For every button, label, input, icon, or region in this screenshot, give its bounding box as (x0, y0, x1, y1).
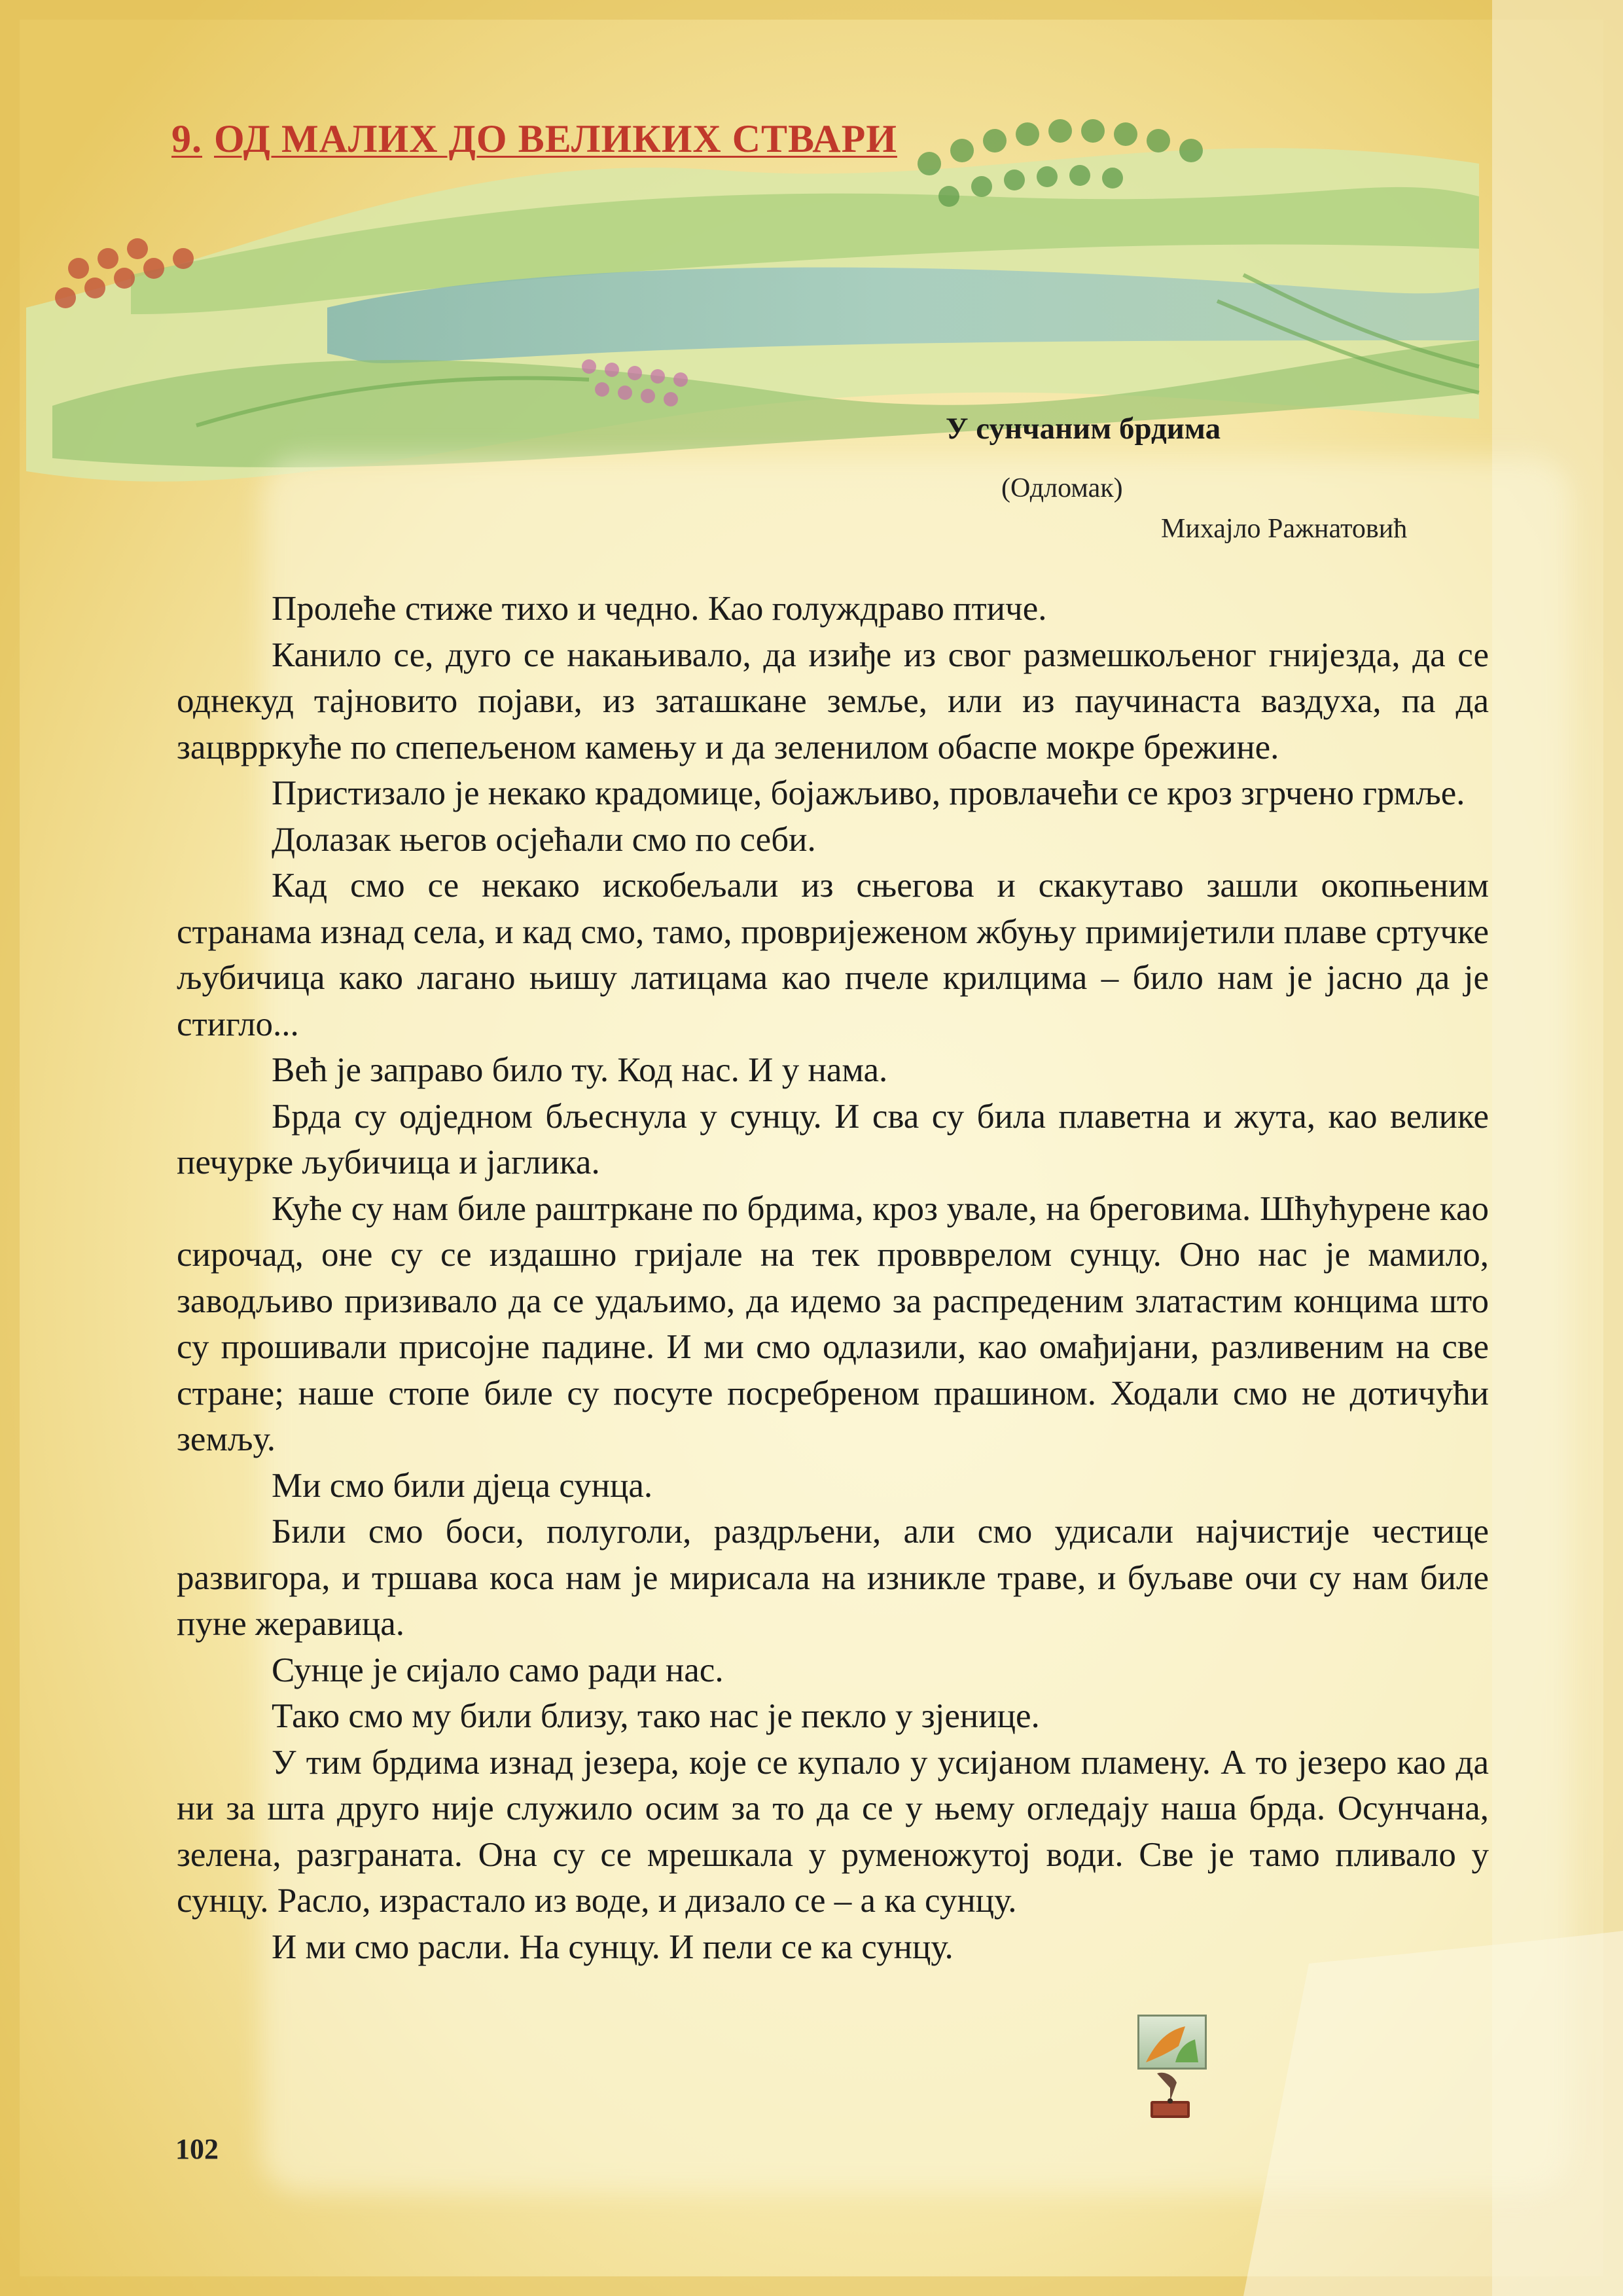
gramophone-icon[interactable] (1144, 2068, 1196, 2121)
chapter-heading (171, 117, 897, 162)
paragraph: Сунце је сијало само ради нас. (272, 1651, 724, 1689)
paragraph: Брда су одједном бљеснула у сунцу. И сва су била плаветна и жута, као велике печурке љубичица и јаглика. (177, 1097, 1489, 1181)
paragraph: И ми смо расли. На сунцу. И пели се ка сунцу. (272, 1928, 954, 1966)
paragraph: Тако смо му били близу, тако нас је пекло у зјенице. (272, 1697, 1040, 1735)
paragraph: У тим брдима изнад језера, које се купало у усијаном пламену. А то језеро као да ни за шта друго није служило осим за то да се у њему огледају наша брда. Осунчана, зелена, разграната. Она су се мрешкала у руменожутој води. Све је тамо пливало у сунцу. Расло, израстало из воде, и дизало се – а ка сунцу. (177, 1743, 1489, 1920)
paragraph: Ми смо били дјеца сунца. (272, 1466, 653, 1505)
paragraph: Куће су нам биле раштркане по брдима, кроз увале, на бреговима. Шћућурене као сирочад, оне су се издашно гријале на тек провврелом сунцу. Оно нас је мамило, заводљиво призивало да се удаљимо, да идемо за распреденим златастим концима што су прошивали присојне падине. И ми смо одлазили, као омађијани, разливеним на све стране; наше стопе биле су посуте посребреном прашином. Ходали смо не дотичући земљу. (177, 1189, 1489, 1458)
paragraph: Били смо боси, полуголи, раздрљени, али смо удисали најчистије честице развигора, и тршава коса нам је мирисала на изникле траве, и буљаве очи су нам биле пуне жеравица. (177, 1513, 1489, 1643)
paragraph: Пристизало је некако крадомице, бојажљиво, провлачећи се кроз згрчено грмље. (272, 774, 1465, 812)
story-title: У сунчаним брдима (946, 412, 1221, 446)
story-subtitle: (Одломак) (1001, 473, 1123, 503)
paragraph: Долазак његов осјећали смо по себи. (272, 820, 816, 859)
picture-icon[interactable] (1137, 2015, 1207, 2070)
story-body (177, 586, 1489, 1970)
paragraph: Канило се, дуго се накањивало, да изиђе из свог размешкољеног гнијезда, да се однекуд тајновито појави, из заташкане земље, или из паучинаста ваздуха, па да зацврркуће по спепељеном камењу и да зеленилом обаспе мокре брежине. (177, 636, 1489, 766)
paragraph: Пролеће стиже тихо и чедно. Као голуждраво птиче. (272, 590, 1047, 628)
paragraph: Кад смо се некако искобељали из сњегова и скакутаво зашли окопњеним странама изнад села, и кад смо, тамо, провријеженом жбуњу примијетили плаве сртучке љубичица како лагано њишу латицама као пчеле крилцима – било нам је јасно да је стигло... (177, 867, 1489, 1043)
chapter-title: ОД МАЛИХ ДО ВЕЛИКИХ СТВАРИ (214, 117, 897, 160)
chapter-number: 9. (171, 117, 202, 160)
page-number: 102 (175, 2133, 219, 2165)
paragraph: Већ је заправо било ту. Код нас. И у нама. (272, 1051, 888, 1089)
story-author: Михајло Ражнатовић (1161, 514, 1408, 544)
